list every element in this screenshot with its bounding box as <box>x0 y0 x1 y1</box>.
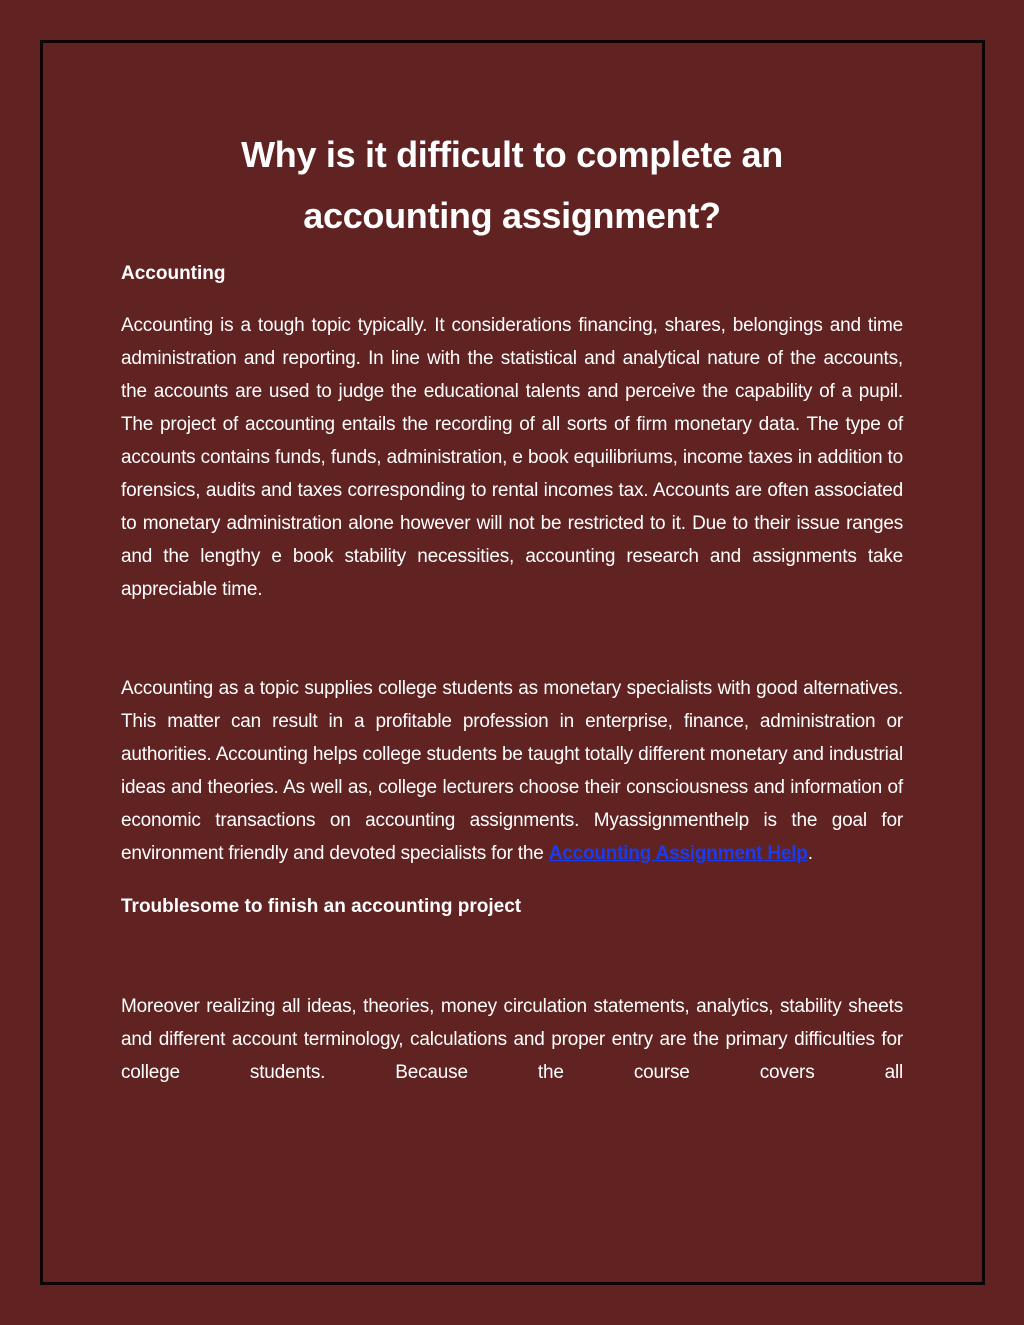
paragraph-2-end: . <box>807 843 813 864</box>
document-title <box>121 124 903 246</box>
paragraph-1: Accounting is a tough topic typically. It considerations financing, shares, belongings and time administration and reporting. In line with the statistical and analytical nature of the accounts, the accounts are used to judge the educational talents and perceive the capability of a pupil. The project of accounting entails the recording of all sorts of firm monetary data. The type of accounts contains funds, funds, administration, e book equilibriums, income taxes in addition to forensics, audits and taxes corresponding to rental incomes tax. Accounts are often associated to monetary administration alone however will not be restricted to it. Due to their issue ranges and the lengthy e book stability necessities, accounting research and assignments take appreciable time. <box>121 315 903 600</box>
section-heading-troublesome: Troublesome to finish an accounting project <box>121 896 522 917</box>
paragraph-3: Moreover realizing all ideas, theories, money circulation statements, analytics, stability sheets and different account terminology, calculations and proper entry are the primary difficulties for college students. Because the course covers all <box>121 996 903 1083</box>
section-heading-accounting: Accounting <box>121 263 226 284</box>
paragraph-2 <box>121 672 903 870</box>
title-line-1: Why is it difficult to complete an <box>241 134 783 175</box>
title-line-2: accounting assignment? <box>303 195 721 236</box>
paragraph-2-text: Accounting as a topic supplies college students as monetary specialists with good alternatives. This matter can result in a profitable profession in enterprise, finance, administration or authorities. Accounting helps college students be taught totally different monetary and industrial ideas and theories. As well as, college lecturers choose their consciousness and information of economic transactions on accounting assignments. Myassignmenthelp is the goal for environment friendly and devoted specialists for the <box>121 678 903 864</box>
accounting-assignment-help-link[interactable]: Accounting Assignment Help <box>548 843 808 864</box>
document-body <box>121 124 903 1089</box>
